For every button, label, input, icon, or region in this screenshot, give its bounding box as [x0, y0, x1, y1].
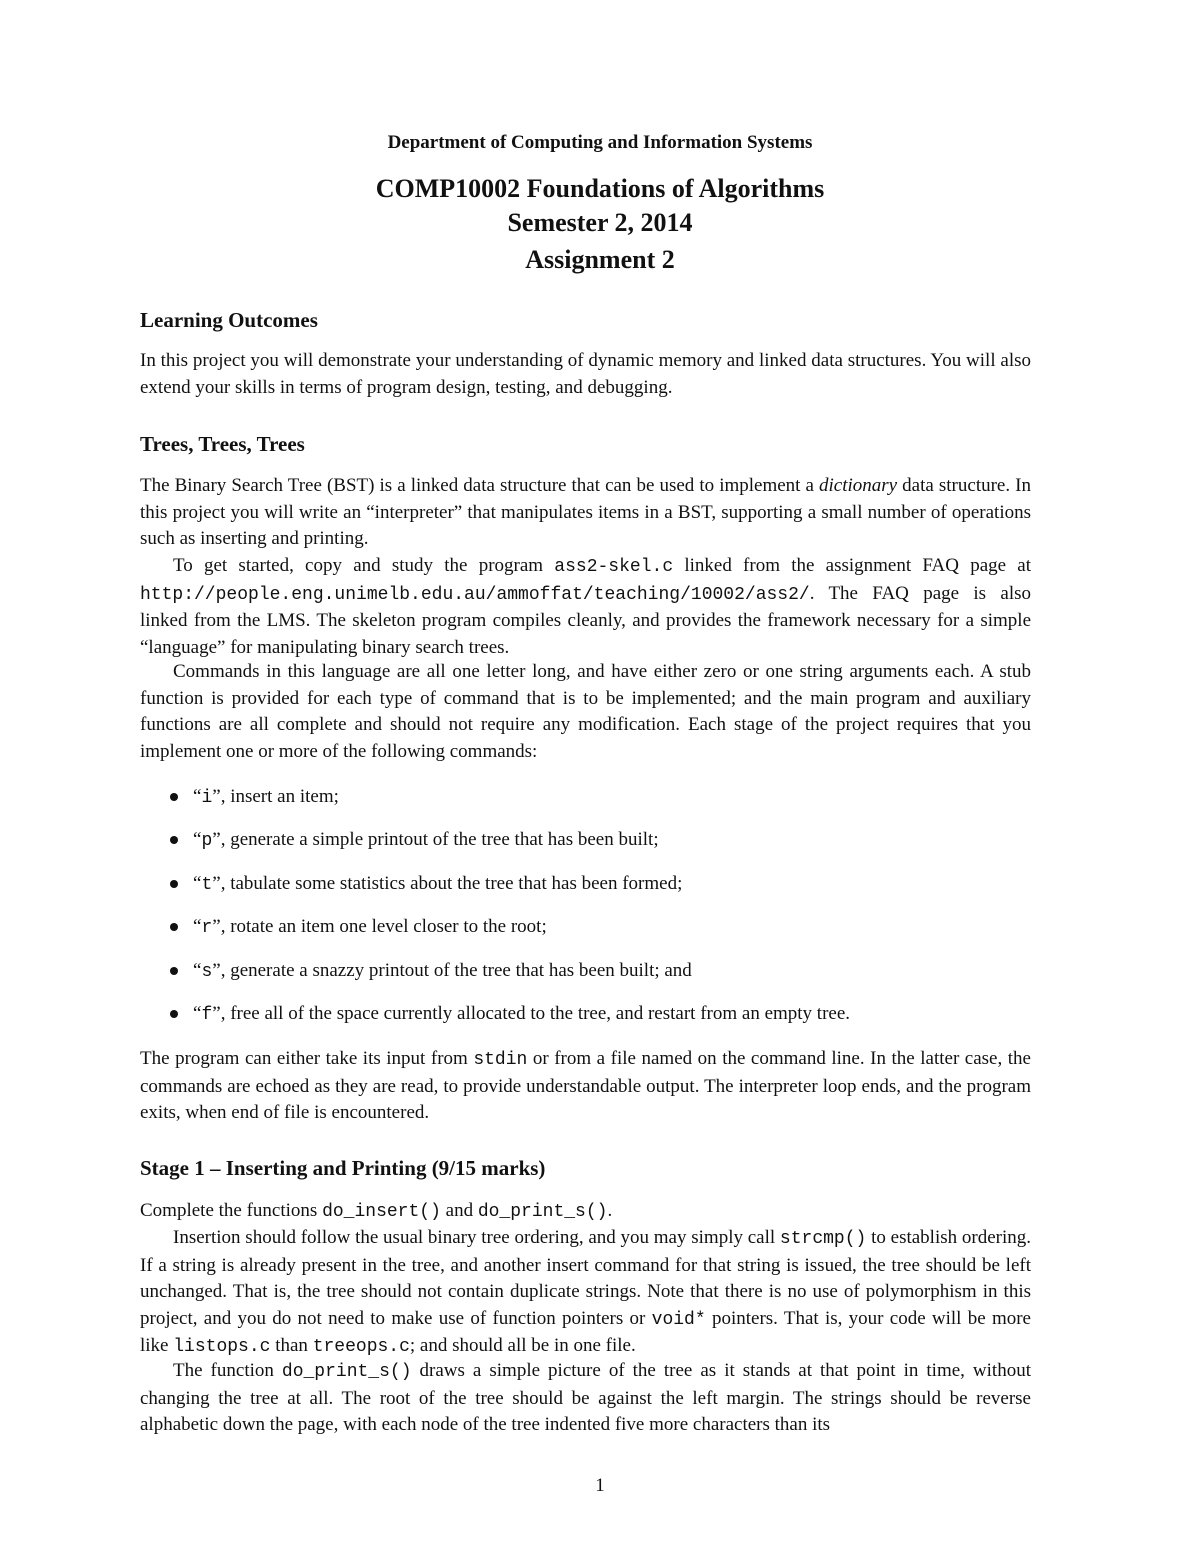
list-item: “r”, rotate an item one level closer to the root;	[140, 914, 1031, 957]
trees-paragraph-3: Commands in this language are all one letter long, and have either zero or one string arguments each. A stub function is provided for each type of command that is to be implemented; and the main program and auxiliary functions are all complete and should not require any modification. Each stage of the project requires that you implement one or more of the following commands:	[140, 661, 1031, 762]
bullet-icon	[170, 793, 178, 801]
faq-url: http://people.eng.unimelb.edu.au/ammoffat/teaching/10002/ass2/	[140, 584, 810, 605]
stage1-heading: Stage 1 – Inserting and Printing (9/15 marks)	[140, 1156, 546, 1180]
list-item: “i”, insert an item;	[140, 784, 1031, 827]
bullet-icon	[170, 1010, 178, 1018]
bullet-icon	[170, 836, 178, 844]
stage1-paragraph-1: Complete the functions do_insert() and do_print_s().	[140, 1200, 613, 1222]
list-item: “p”, generate a simple printout of the tree that has been built;	[140, 827, 1031, 870]
list-item: “f”, free all of the space currently allocated to the tree, and restart from an empty tree.	[140, 1001, 1031, 1044]
trees-paragraph-4: The program can either take its input from stdin or from a file named on the command line. In the latter case, the commands are echoed as they are read, to provide understandable output. The interpreter loop ends, and the program exits, when end of file is encountered.	[140, 1048, 1031, 1123]
semester-title: Semester 2, 2014	[507, 208, 693, 237]
code-stdin: stdin	[473, 1050, 528, 1070]
stage1-paragraph-2: Insertion should follow the usual binary tree ordering, and you may simply call strcmp() to establish ordering. If a string is already present in the tree, and another insert command for that string is issued, the tree should be left unchanged. That is, the tree should not contain duplicate strings. Note that there is no use of polymorphism in this project, and you do not need to make use of function pointers or void* pointers. That is, your code will be more like listops.c than treeops.c; and should all be in one file.	[140, 1227, 1032, 1357]
page-number: 1	[595, 1475, 605, 1496]
list-item: “t”, tabulate some statistics about the tree that has been formed;	[140, 871, 1031, 914]
bullet-icon	[170, 880, 178, 888]
department-name: Department of Computing and Information Systems	[387, 132, 813, 153]
course-title: COMP10002 Foundations of Algorithms	[375, 174, 825, 203]
code-skeleton-file: ass2-skel.c	[554, 557, 674, 577]
command-list	[140, 784, 1031, 1044]
list-item: “s”, generate a snazzy printout of the tree that has been built; and	[140, 958, 1031, 1001]
trees-paragraph-2: To get started, copy and study the program ass2-skel.c linked from the assignment FAQ page at http://people.eng.unimelb.edu.au/ammoffat/teaching/10002/ass2/. The FAQ page is also linked from the LMS. The skeleton program compiles cleanly, and provides the framework necessary for a simple “language” for manipulating binary search trees.	[140, 555, 1031, 658]
trees-heading: Trees, Trees, Trees	[140, 432, 305, 456]
learning-outcomes-heading: Learning Outcomes	[140, 308, 318, 332]
emphasis-dictionary: dictionary	[819, 475, 898, 496]
bullet-icon	[170, 967, 178, 975]
learning-outcomes-text: In this project you will demonstrate your understanding of dynamic memory and linked data structures. You will also extend your skills in terms of program design, testing, and debugging.	[140, 350, 1031, 398]
bullet-icon	[170, 923, 178, 931]
stage1-paragraph-3: The function do_print_s() draws a simple picture of the tree as it stands at that point in time, without changing the tree at all. The root of the tree should be against the left margin. The strings should be reverse alphabetic down the page, with each node of the tree indented five more characters than its	[140, 1360, 1031, 1435]
assignment-title: Assignment 2	[525, 245, 675, 274]
trees-paragraph-1: The Binary Search Tree (BST) is a linked data structure that can be used to implement a dictionary data structure. In this project you will write an “interpreter” that manipulates items in a BST, supporting a small number of operations such as inserting and printing.	[140, 475, 1031, 549]
